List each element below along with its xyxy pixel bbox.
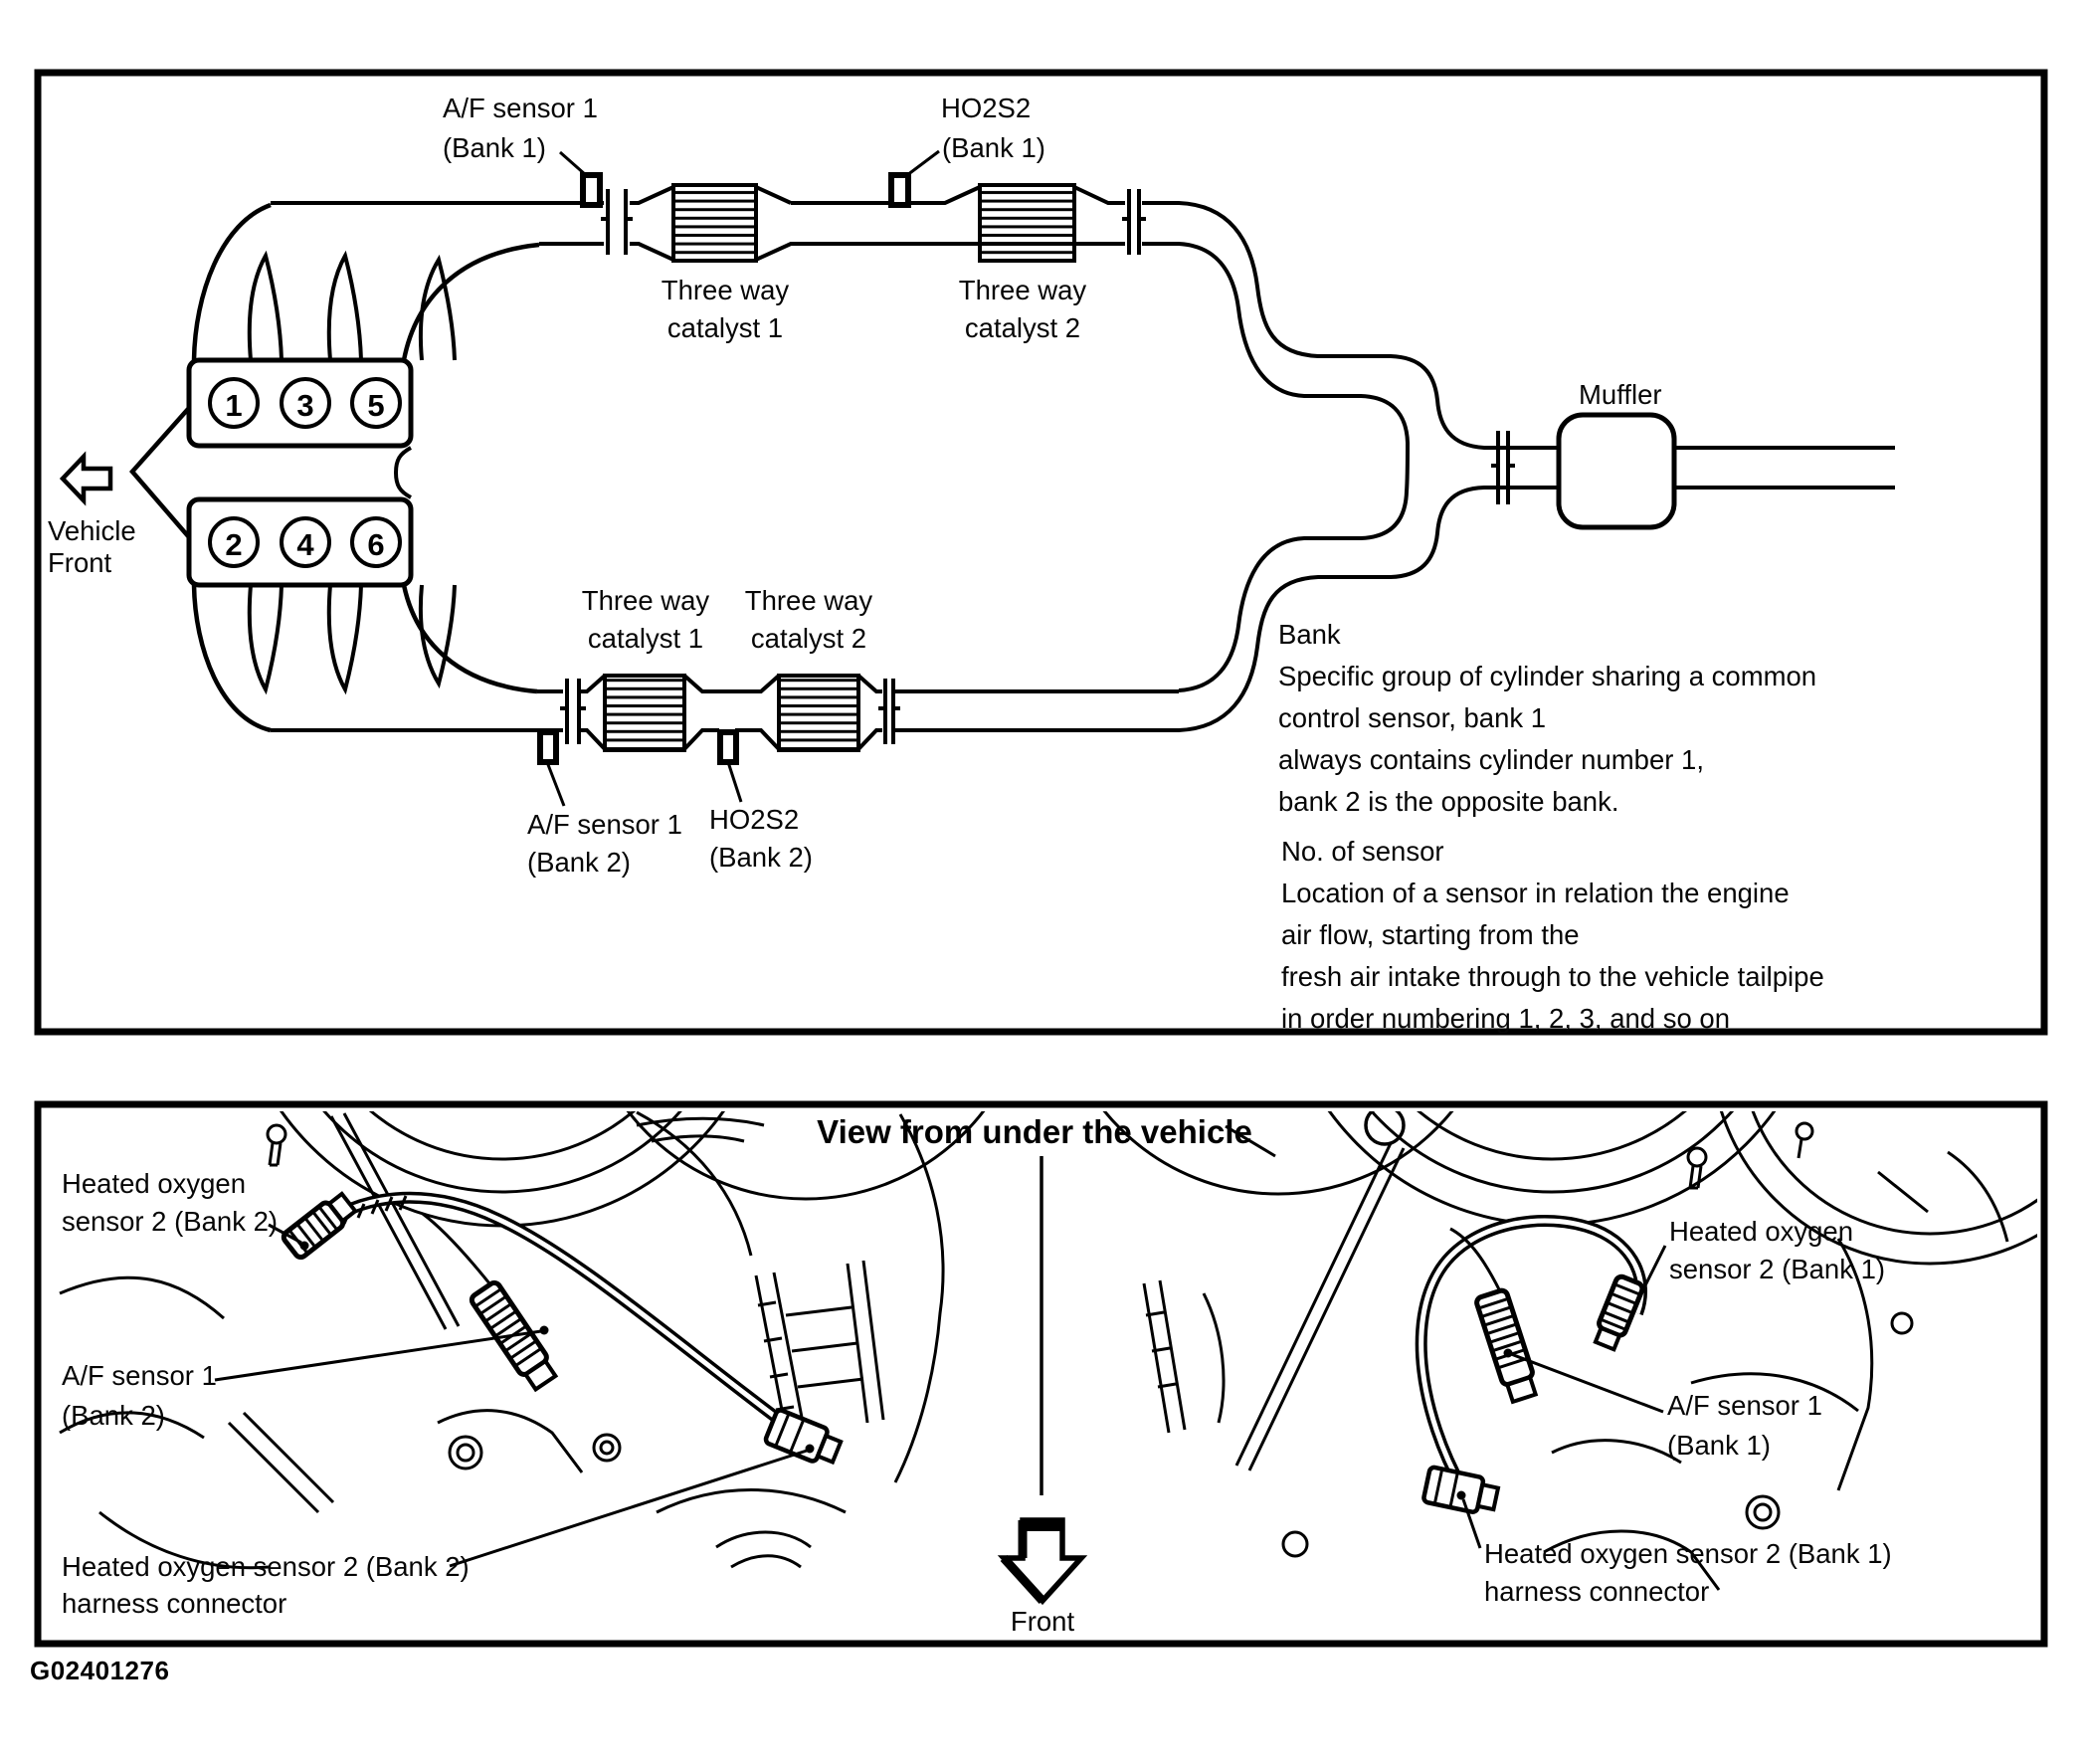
label-twc2-top-line2: catalyst 2 [964,312,1081,343]
label-twc2-bottom-line1: Three way [744,585,873,616]
panel2-title: View from under the vehicle [817,1113,1252,1150]
ho2s2-bank2-mark [720,732,736,762]
af-sensor1-bank1-mark [583,175,600,205]
cylinder-number: 1 [225,388,243,423]
cylinder-number: 3 [296,388,314,423]
three-way-catalyst-1-bank2 [605,676,684,750]
label-left-af-line1: A/F sensor 1 [62,1360,217,1391]
cylinder-number: 2 [225,527,243,562]
label-twc1-top-line1: Three way [661,275,790,305]
label-ho2s2-bank2-line2: (Bank 2) [709,842,813,873]
front-arrow [1004,1518,1081,1601]
sensor-note-line: Location of a sensor in relation the engine [1281,878,1790,908]
label-twc1-top-line2: catalyst 1 [666,312,784,343]
cylinder-number: 4 [296,527,314,562]
bank-note-line: Bank [1278,619,1341,650]
label-right-ho2s2-line1: Heated oxygen [1669,1216,1853,1247]
sensor-note-line: No. of sensor [1281,836,1444,867]
label-ho2s2-bank1-line2: (Bank 1) [942,132,1045,163]
panel2-left-leaders [215,1225,807,1566]
label-left-ho2s2-line2: sensor 2 (Bank 2) [62,1206,279,1237]
label-twc1-bottom-line1: Three way [581,585,710,616]
label-right-connector-line1: Heated oxygen sensor 2 (Bank 1) [1484,1538,1892,1569]
bank-note-line: always contains cylinder number 1, [1278,744,1704,775]
exhaust-manifold-top [194,205,539,360]
vehicle-front-arrow [63,457,110,500]
label-left-af-line2: (Bank 2) [62,1400,165,1431]
label-vehicle-front-line1: Vehicle [48,515,136,546]
harness-cable-left [310,1198,786,1425]
exhaust-manifold-bottom [194,585,537,730]
heated-oxygen-sensor2-bank1-body [1592,1274,1644,1350]
cylinder-number: 6 [367,527,385,562]
label-right-af-line2: (Bank 1) [1667,1430,1771,1461]
label-af-sensor1-bank1-line2: (Bank 1) [443,132,546,163]
af-sensor1-bank2-mark [540,732,556,762]
label-af-sensor1-bank1-line1: A/F sensor 1 [443,93,598,123]
tailpipe [1674,448,1895,488]
sensor-note-line: in order numbering 1, 2, 3, and so on [1281,1003,1730,1034]
label-left-connector-line2: harness connector [62,1588,287,1619]
muffler-shape [1559,415,1674,527]
label-vehicle-front-line2: Front [48,547,112,578]
label-front: Front [1010,1606,1075,1637]
label-ho2s2-bank1-line1: HO2S2 [941,93,1032,123]
bank-note-line: Specific group of cylinder sharing a common [1278,661,1817,691]
ho2s2-bank1-mark [891,175,908,205]
label-af-sensor1-bank2-line2: (Bank 2) [527,847,631,878]
three-way-catalyst-2-bank1 [980,185,1074,261]
bolt-icon [268,1125,285,1165]
label-af-sensor1-bank2-line1: A/F sensor 1 [527,809,682,840]
heated-oxygen-sensor2-bank2-body [282,1191,358,1260]
label-left-connector-line1: Heated oxygen sensor 2 (Bank 2) [62,1551,470,1582]
harness-cable-right [1421,1221,1641,1488]
catalysts [605,185,1074,750]
label-twc2-top-line1: Three way [958,275,1087,305]
bank-note-line: control sensor, bank 1 [1278,702,1547,733]
label-right-af-line1: A/F sensor 1 [1667,1390,1822,1421]
sensor-note-line: air flow, starting from the [1281,919,1580,950]
under-vehicle-panel [38,676,2083,1644]
bank-note-line: bank 2 is the opposite bank. [1278,786,1619,817]
label-right-ho2s2-line2: sensor 2 (Bank 1) [1669,1254,1886,1284]
sensor-note-line: fresh air intake through to the vehicle tailpipe [1281,961,1824,992]
label-ho2s2-bank2-line1: HO2S2 [709,804,800,835]
label-twc1-bottom-line2: catalyst 1 [587,623,704,654]
label-muffler: Muffler [1579,379,1662,410]
af-sensor1-bank1-body [1475,1289,1539,1404]
three-way-catalyst-1-bank1 [673,185,756,261]
three-way-catalyst-2-bank2 [779,676,858,750]
figure-id: G02401276 [30,1656,170,1685]
label-left-ho2s2-line1: Heated oxygen [62,1168,246,1199]
label-right-connector-line2: harness connector [1484,1576,1710,1607]
cylinder-number: 5 [367,388,385,423]
label-twc2-bottom-line2: catalyst 2 [750,623,867,654]
